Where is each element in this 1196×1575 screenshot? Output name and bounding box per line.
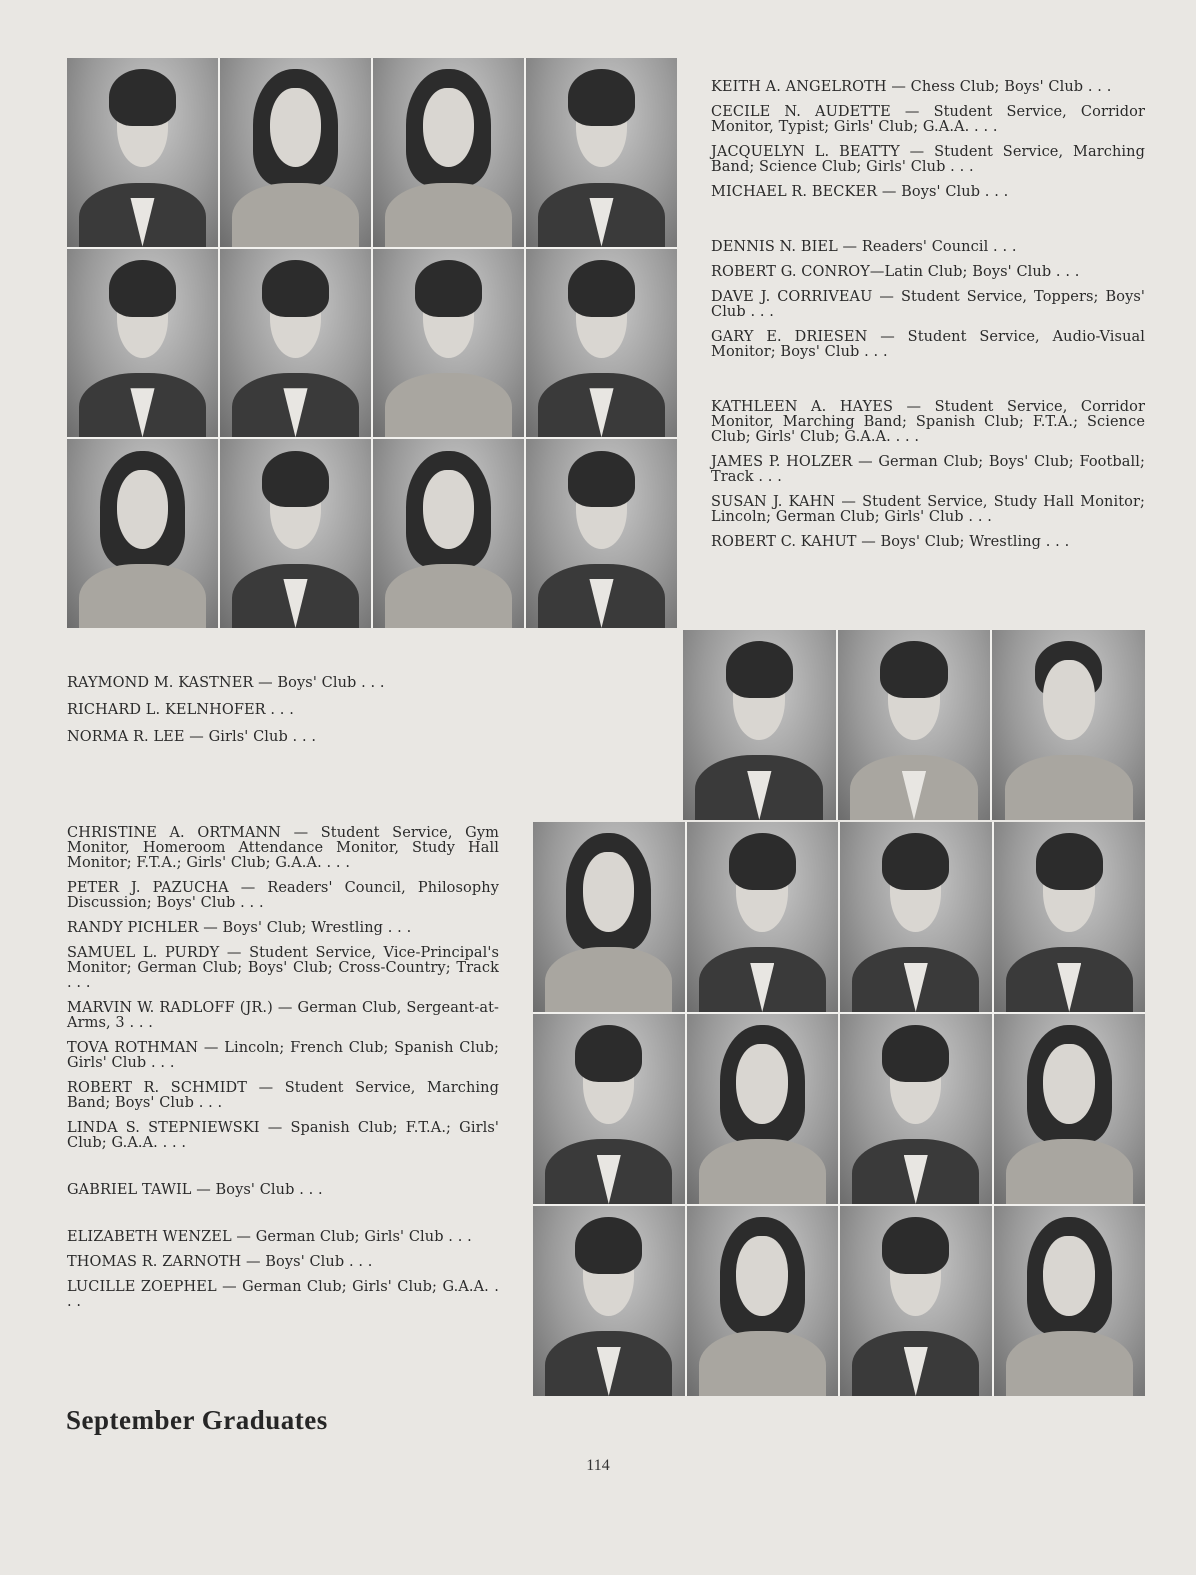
- portrait-photo: [683, 630, 836, 820]
- senior-entry: THOMAS R. ZARNOTH — Boys' Club . . .: [67, 1254, 373, 1270]
- senior-entry: SAMUEL L. PURDY — Student Service, Vice-Principal's Monitor; German Club; Boys' Club; Cross-Country; Track . . .: [67, 945, 499, 991]
- senior-entry: DENNIS N. BIEL — Readers' Council . . .: [711, 239, 1017, 255]
- senior-entry: JACQUELYN L. BEATTY — Student Service, Marching Band; Science Club; Girls' Club . . .: [711, 144, 1145, 175]
- senior-entry: RANDY PICHLER — Boys' Club; Wrestling . . .: [67, 920, 412, 936]
- portrait-photo: [994, 1014, 1146, 1204]
- senior-listing-left-2: [67, 826, 499, 1320]
- portrait-photo: [533, 1206, 685, 1396]
- portrait-photo: [67, 249, 218, 438]
- senior-entry: SUSAN J. KAHN — Student Service, Study Hall Monitor; Lincoln; German Club; Girls' Club . . .: [711, 494, 1145, 525]
- senior-entry: ROBERT G. CONROY—Latin Club; Boys' Club . . .: [711, 264, 1080, 280]
- portrait-photo: [526, 249, 677, 438]
- portrait-photo: [533, 822, 685, 1012]
- photo-grid-middle: [683, 630, 1145, 820]
- senior-entry: GABRIEL TAWIL — Boys' Club . . .: [67, 1182, 323, 1198]
- senior-entry: LINDA S. STEPNIEWSKI — Spanish Club; F.T.A.; Girls' Club; G.A.A. . . .: [67, 1120, 499, 1151]
- senior-entry: CECILE N. AUDETTE — Student Service, Corridor Monitor, Typist; Girls' Club; G.A.A. . . .: [711, 104, 1145, 135]
- portrait-photo: [67, 439, 218, 628]
- senior-entry: TOVA ROTHMAN — Lincoln; French Club; Spanish Club; Girls' Club . . .: [67, 1040, 499, 1071]
- portrait-photo: [687, 1014, 839, 1204]
- senior-entry: GARY E. DRIESEN — Student Service, Audio-Visual Monitor; Boys' Club . . .: [711, 329, 1145, 360]
- portrait-photo: [840, 1206, 992, 1396]
- photo-grid-bottom: [533, 822, 1145, 1396]
- senior-entry: CHRISTINE A. ORTMANN — Student Service, Gym Monitor, Homeroom Attendance Monitor, Study Hall Monitor; F.T.A.; Girls' Club; G.A.A. . . .: [67, 825, 499, 871]
- senior-entry: KATHLEEN A. HAYES — Student Service, Corridor Monitor, Marching Band; Spanish Club; F.T.A.; Science Club; Girls' Club; G.A.A. . . .: [711, 399, 1145, 445]
- portrait-photo: [687, 1206, 839, 1396]
- portrait-photo: [373, 58, 524, 247]
- senior-entry: RAYMOND M. KASTNER — Boys' Club . . .: [67, 675, 385, 691]
- senior-entry: ROBERT R. SCHMIDT — Student Service, Marching Band; Boys' Club . . .: [67, 1080, 499, 1111]
- senior-entry: RICHARD L. KELNHOFER . . .: [67, 702, 294, 718]
- portrait-photo: [838, 630, 991, 820]
- senior-entry: NORMA R. LEE — Girls' Club . . .: [67, 729, 317, 745]
- section-title: September Graduates: [66, 1405, 328, 1435]
- senior-entry: PETER J. PAZUCHA — Readers' Council, Philosophy Discussion; Boys' Club . . .: [67, 880, 499, 911]
- photo-grid-top: [67, 58, 677, 628]
- portrait-photo: [526, 58, 677, 247]
- senior-entry: ELIZABETH WENZEL — German Club; Girls' Club . . .: [67, 1229, 472, 1245]
- senior-listing-left-1: [67, 676, 497, 757]
- senior-entry: MARVIN W. RADLOFF (JR.) — German Club, Sergeant-at-Arms, 3 . . .: [67, 1000, 499, 1031]
- senior-listing-right: [711, 80, 1145, 560]
- portrait-photo: [992, 630, 1145, 820]
- portrait-photo: [840, 822, 992, 1012]
- senior-entry: LUCILLE ZOEPHEL — German Club; Girls' Club; G.A.A. . . .: [67, 1279, 499, 1310]
- portrait-photo: [533, 1014, 685, 1204]
- portrait-photo: [373, 249, 524, 438]
- portrait-photo: [994, 822, 1146, 1012]
- portrait-photo: [220, 58, 371, 247]
- portrait-photo: [994, 1206, 1146, 1396]
- senior-entry: DAVE J. CORRIVEAU — Student Service, Toppers; Boys' Club . . .: [711, 289, 1145, 320]
- senior-entry: MICHAEL R. BECKER — Boys' Club . . .: [711, 184, 1009, 200]
- portrait-photo: [373, 439, 524, 628]
- portrait-photo: [687, 822, 839, 1012]
- portrait-photo: [526, 439, 677, 628]
- portrait-photo: [220, 249, 371, 438]
- senior-entry: ROBERT C. KAHUT — Boys' Club; Wrestling . . .: [711, 534, 1070, 550]
- portrait-photo: [220, 439, 371, 628]
- portrait-photo: [840, 1014, 992, 1204]
- senior-entry: KEITH A. ANGELROTH — Chess Club; Boys' Club . . .: [711, 79, 1112, 95]
- page-number: 114: [586, 1457, 610, 1474]
- senior-entry: JAMES P. HOLZER — German Club; Boys' Club; Football; Track . . .: [711, 454, 1145, 485]
- portrait-photo: [67, 58, 218, 247]
